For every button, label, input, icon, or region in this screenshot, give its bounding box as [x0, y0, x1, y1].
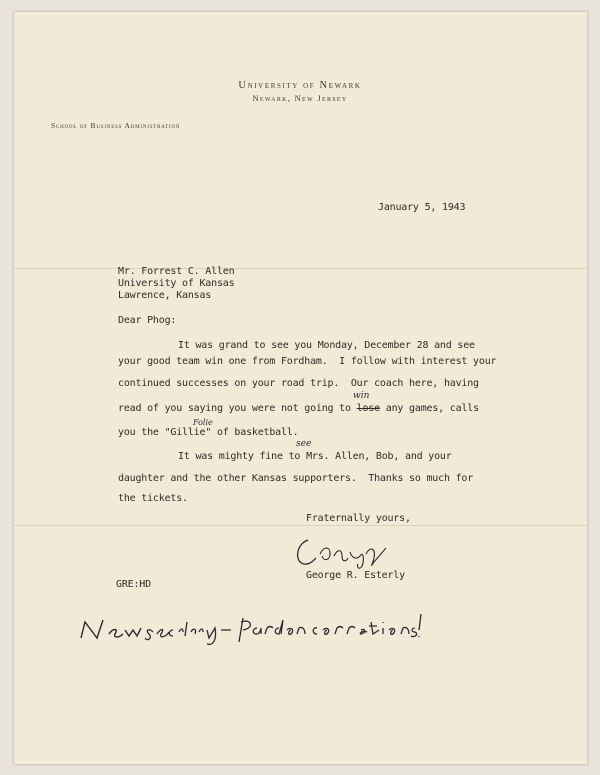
correction-above-lose: win — [353, 391, 370, 401]
letterhead-school: School of Business Administration — [51, 121, 181, 130]
body-line: continued successes on your road trip. Our coach here, having — [118, 378, 479, 389]
body-text: any games, calls — [379, 403, 479, 414]
correction-in-gillie: Folie — [193, 418, 213, 427]
closing: Fraternally yours, — [306, 513, 411, 524]
body-line — [118, 427, 298, 438]
handwritten-note — [75, 600, 425, 650]
correction-above-to: see — [296, 439, 312, 449]
body-text: " of basketball. — [205, 427, 299, 438]
struck-word: lose — [356, 403, 380, 414]
body-text: read of you saying you were not going to — [118, 403, 357, 414]
body-line: daughter and the other Kansas supporters. Thanks so much for — [118, 473, 474, 484]
body-text: It was mighty fine to — [178, 451, 307, 462]
letterhead-university: University of Newark — [238, 80, 362, 91]
body-line: your good team win one from Fordham. I follow with interest your — [118, 356, 497, 367]
typed-over-letters: ie — [193, 427, 206, 438]
fold-crease — [14, 268, 587, 269]
body-line — [178, 451, 452, 462]
body-line: the tickets. — [118, 493, 188, 504]
body-text: Mrs. Allen, Bob, and your — [306, 451, 452, 462]
salutation: Dear Phog: — [118, 315, 177, 326]
address-line-3: Lawrence, Kansas — [118, 290, 212, 301]
letter-date: January 5, 1943 — [378, 202, 466, 213]
typist-initials: GRE:HD — [116, 579, 151, 590]
body-text: you the "Gill — [118, 427, 194, 438]
letterhead-city: Newark, New Jersey — [252, 93, 348, 103]
address-line-1: Mr. Forrest C. Allen — [118, 266, 235, 277]
fold-crease — [14, 525, 587, 526]
body-line: It was grand to see you Monday, December 28 and see — [178, 340, 475, 351]
handwritten-signature — [290, 532, 410, 572]
body-line — [118, 403, 479, 414]
address-line-2: University of Kansas — [118, 278, 235, 289]
signatory-name: George R. Esterly — [306, 570, 405, 581]
